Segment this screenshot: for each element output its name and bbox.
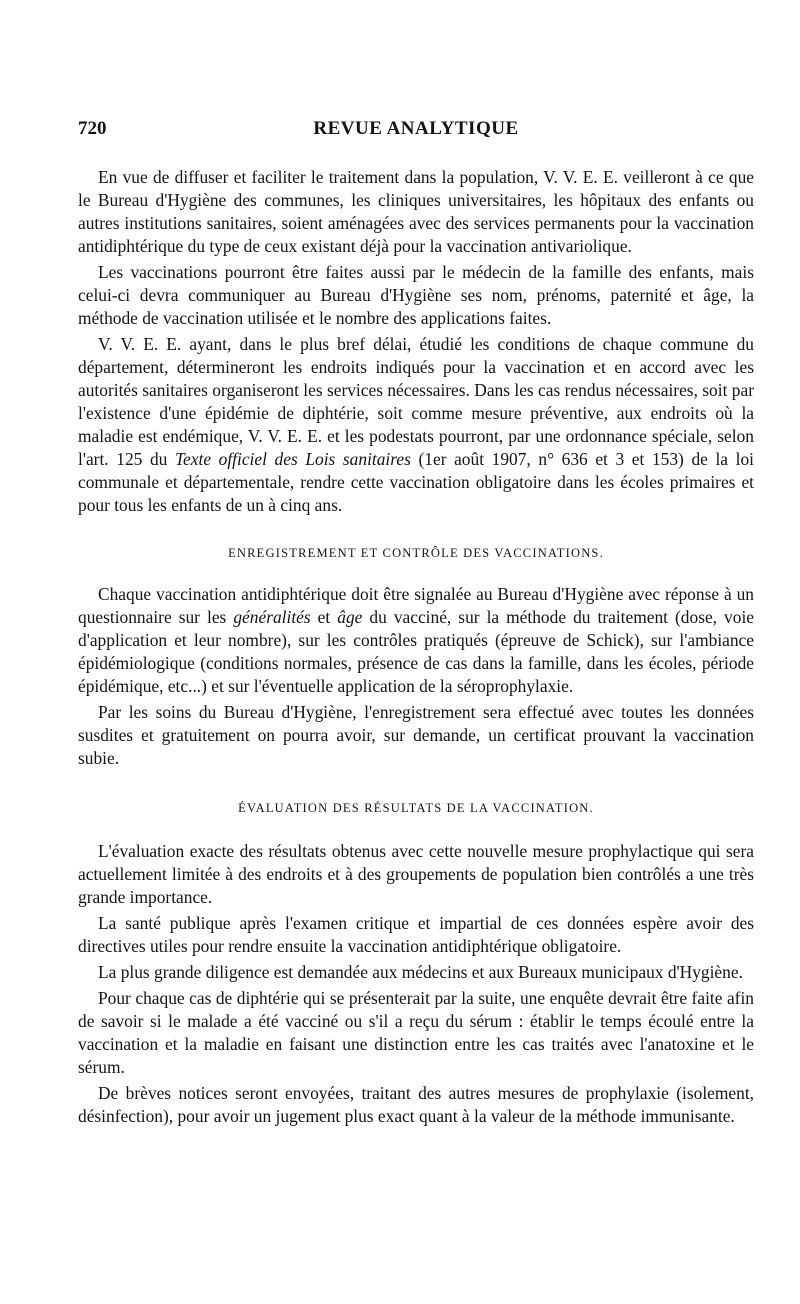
law-title-italic: Texte officiel des Lois sanitaires [174, 449, 411, 469]
evaluation-paragraph-2: La santé publique après l'examen critique et impartial de ces données espère avoir des directives utiles pour rendre ensuite la vaccination antidiphtérique obligatoire. [78, 913, 754, 956]
running-head [78, 118, 754, 144]
intro-paragraph-2: Les vaccinations pourront être faites aussi par le médecin de la famille des enfants, mais celui-ci devra communiquer au Bureau d'Hygiène ses nom, prénoms, paternité et âge, la méthode de vaccination utilisée et le nombre des applications faites. [78, 262, 754, 328]
registration-p1-part-3: du vacciné, sur la méthode du traitement (dose, voie d'application et leur nombre), sur les contrôles pratiqués (épreuve de Schick), sur l'ambiance épidémiologique (conditions normales, présence de cas dans la famille, dans les écoles, période épidémique, etc...) et sur l'éventuelle application de la séroprophylaxie. [78, 607, 754, 696]
evaluation-paragraph-4: Pour chaque cas de diphtérie qui se présenterait par la suite, une enquête devrait être faite afin de savoir si le malade a été vacciné ou s'il a reçu du sérum : établir le temps écoulé entre la vaccination et la maladie en faisant une distinction entre les cas traités avec l'anatoxine et le sérum. [78, 988, 754, 1077]
registration-paragraph-2: Par les soins du Bureau d'Hygiène, l'enregistrement sera effectué avec toutes les données susdites et gratuitement on pourra avoir, sur demande, un certificat prouvant la vaccination subie. [78, 702, 754, 768]
section-heading-evaluation: ÉVALUATION DES RÉSULTATS DE LA VACCINATION. [238, 801, 594, 815]
intro-paragraph-3 [78, 333, 754, 517]
registration-paragraph-1 [78, 583, 754, 698]
registration-p1-part-2: et [310, 607, 338, 627]
intro-paragraph-3-part-1: V. V. E. E. ayant, dans le plus bref délai, étudié les conditions de chaque commune du département, détermineront les endroits indiqués pour la vaccination et en accord avec les autorités sanitaires organiseront les services nécessaires. Dans les cas rendus nécessaires, soit par l'existence d'une épidémie de diphtérie, soit comme mesure préventive, aux endroits où la maladie est endémique, V. V. E. E. et les podestats pourront, par une ordonnance spéciale, selon l'art. 125 du [78, 334, 754, 469]
registration-p1-part-1: Chaque vaccination antidiphtérique doit être signalée au Bureau d'Hygiène avec réponse à un questionnaire sur les [78, 584, 754, 627]
evaluation-paragraph-1: L'évaluation exacte des résultats obtenus avec cette nouvelle mesure prophylactique qui sera actuellement limitée à des endroits et à des groupements de population bien contrôlés a une très grande importance. [78, 841, 754, 907]
section-heading-registration: ENREGISTREMENT ET CONTRÔLE DES VACCINATIONS. [228, 546, 604, 560]
document-page [78, 118, 754, 1131]
intro-paragraph-3-part-2: (1er août 1907, n° 636 et 3 et 153) de la loi communale et départementale, rendre cette vaccination obligatoire dans les écoles primaires et pour tous les enfants de un à cinq ans. [78, 449, 754, 515]
evaluation-paragraph-5: De brèves notices seront envoyées, traitant des autres mesures de prophylaxie (isolement, désinfection), pour avoir un jugement plus exact quant à la valeur de la méthode immunisante. [78, 1083, 754, 1126]
evaluation-paragraph-3: La plus grande diligence est demandée aux médecins et aux Bureaux municipaux d'Hygiène. [98, 962, 743, 982]
intro-paragraph-1: En vue de diffuser et faciliter le traitement dans la population, V. V. E. E. veilleront à ce que le Bureau d'Hygiène des communes, les cliniques universitaires, les hôpitaux des enfants ou autres institutions sanitaires, soient aménagées avec des services permanents pour la vaccination antidiphtérique du type de ceux existant déjà pour la vaccination antivariolique. [78, 167, 754, 256]
registration-p1-italic-2: âge [337, 607, 363, 627]
journal-title: REVUE ANALYTIQUE [313, 118, 519, 139]
page-number: 720 [78, 118, 107, 139]
registration-p1-italic-1: généralités [233, 607, 311, 627]
